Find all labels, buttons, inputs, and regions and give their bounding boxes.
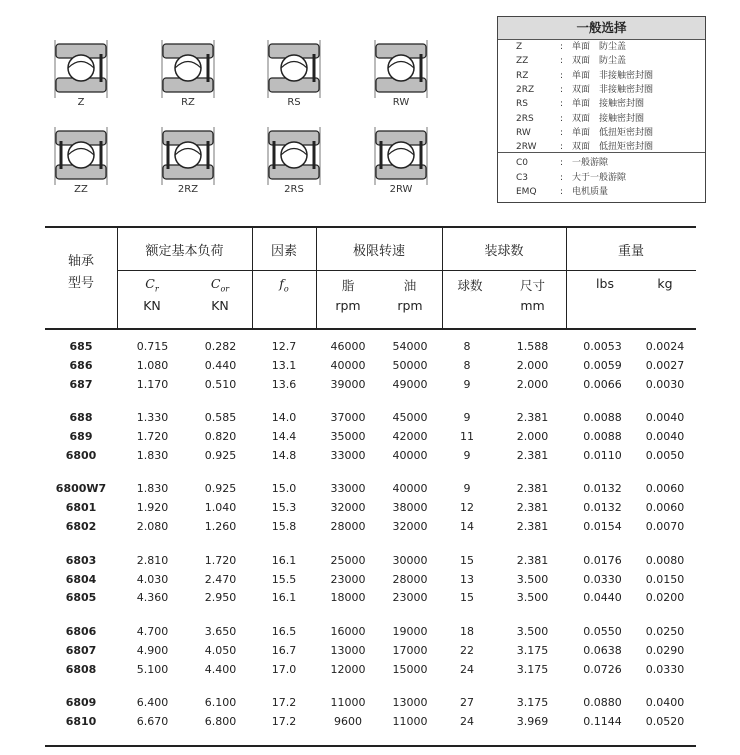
cell-cr: 2.810 [136,553,169,567]
sub-cor: $C_{or}$ [210,276,230,294]
cell-oil: 40000 [392,482,428,496]
cell-oil: 38000 [392,501,428,515]
legend-row [498,83,705,98]
cell-cor: 1.040 [204,501,237,515]
bearing-cross-section-icon [262,40,326,98]
cell-lbs: 0.0132 [583,501,622,515]
cell-cor: 0.820 [204,430,237,444]
cell-size: 3.500 [516,591,549,605]
bearing-cross-section-icon [369,40,433,98]
legend-row [498,40,705,55]
cell-fo: 17.2 [271,714,297,728]
sub-kg: kg [657,276,673,291]
cell-grease: 33000 [330,482,366,496]
cell-kg: 0.0330 [645,662,685,676]
cell-fo: 13.6 [271,377,297,391]
cell-fo: 16.5 [271,624,297,638]
cell-grease: 39000 [330,377,366,391]
cell-n: 12 [460,501,474,515]
cell-cr: 6.400 [136,696,169,709]
legend-colon: : [560,70,564,81]
cell-lbs: 0.0440 [583,591,622,605]
cell-fo: 15.5 [271,572,297,586]
cell-cor: 4.050 [204,643,237,657]
cell-n: 24 [460,714,474,728]
legend-desc: 单面 接触密封圈 [572,99,645,110]
header-factor: 因素 [270,244,297,259]
cell-cor: 4.400 [204,662,237,676]
cell-cr: 1.830 [136,449,169,462]
cell-cor: 1.260 [204,520,237,534]
cell-cor: 1.720 [204,553,237,567]
cell-size: 3.969 [516,714,549,728]
bearing-cross-section-icon [156,127,220,185]
cell-model: 6801 [65,501,97,515]
cell-cor: 0.925 [204,482,237,496]
cell-kg: 0.0060 [645,482,685,496]
cell-kg: 0.0290 [645,643,685,657]
cell-kg: 0.0040 [645,411,685,425]
cell-oil: 13000 [392,696,428,709]
cell-lbs: 0.0132 [583,482,622,496]
cell-model: 688 [69,411,93,425]
cell-model: 685 [69,340,93,353]
seal-diagram-2rs [262,127,326,199]
cell-grease: 32000 [330,501,366,515]
cell-kg: 0.0080 [645,553,685,567]
cell-n: 8 [463,358,471,372]
seal-diagram-label: RZ [181,97,195,108]
cell-cor: 2.470 [204,572,237,586]
cell-oil: 23000 [392,591,428,605]
seal-diagram-label: RS [287,97,301,108]
legend-row [498,126,705,141]
header-bottom-border [45,328,696,330]
cell-lbs: 0.0176 [583,553,622,567]
cell-size: 2.381 [516,520,549,534]
cell-oil: 32000 [392,520,428,534]
cell-fo: 15.8 [271,520,297,534]
cell-n: 13 [460,572,474,586]
bearing-table [45,226,696,746]
cell-size: 3.500 [516,572,549,586]
legend-row [498,185,705,200]
cell-fo: 15.3 [271,501,297,515]
cell-cor: 0.440 [204,358,237,372]
sub-grease: 脂 [341,278,355,293]
legend-code: C3 [516,172,529,183]
header-balls: 装球数 [484,244,524,259]
legend-code: RW [516,127,531,138]
cell-lbs: 0.0638 [583,643,622,657]
cell-grease: 35000 [330,430,366,444]
cell-grease: 40000 [330,358,366,372]
seal-diagram-label: 2RS [284,184,304,195]
cell-cr: 4.900 [136,643,169,657]
legend-colon: : [560,113,564,124]
cell-cr: 4.360 [136,591,169,605]
legend-colon: : [560,127,564,138]
cell-model: 6803 [65,553,97,567]
cell-cr: 1.080 [136,358,169,372]
cell-n: 18 [460,624,474,638]
cell-n: 9 [463,482,471,496]
table-top-border [45,226,696,228]
header-weight: 重量 [617,244,644,259]
legend-colon: : [560,84,564,95]
cell-model: 6805 [65,591,97,605]
cell-lbs: 0.0053 [583,340,622,353]
cell-kg: 0.0060 [645,501,685,515]
sub-ball-size: 尺寸 [519,278,545,293]
legend-code: 2RW [516,142,537,153]
cell-n: 11 [460,430,474,444]
legend-colon: : [560,158,564,169]
cell-grease: 28000 [330,520,366,534]
cell-n: 9 [463,411,471,425]
legend-colon: : [560,142,564,153]
legend-code: RZ [516,70,529,81]
cell-oil: 49000 [392,377,428,391]
cell-grease: 9600 [334,714,362,728]
seal-diagram-label: RW [392,97,410,108]
cell-n: 9 [463,377,471,391]
cell-cor: 0.585 [204,411,237,425]
sub-ball-size-unit: mm [520,298,545,313]
cell-cr: 1.170 [136,377,169,391]
cell-grease: 11000 [330,696,366,709]
legend-code: ZZ [516,56,529,67]
legend-code: RS [516,99,528,110]
legend-desc: 单面 防尘盖 [572,42,627,52]
cell-model: 6800W7 [55,482,107,496]
cell-kg: 0.0040 [645,430,685,444]
legend-row [498,171,705,186]
cell-kg: 0.0250 [645,624,685,638]
cell-n: 8 [463,340,471,353]
sub-lbs: lbs [596,276,614,291]
cell-kg: 0.0070 [645,520,685,534]
cell-n: 22 [460,643,474,657]
cell-grease: 25000 [330,553,366,567]
cell-n: 27 [460,696,474,709]
cell-grease: 12000 [330,662,366,676]
cell-size: 3.175 [516,643,549,657]
sub-grease-unit: rpm [335,298,361,313]
cell-size: 2.381 [516,482,549,496]
legend-row [498,97,705,112]
seal-diagram-rw [369,40,433,112]
cell-size: 3.175 [516,662,549,676]
cell-fo: 14.0 [271,411,297,425]
cell-cor: 0.282 [204,340,237,353]
legend-code: 2RS [516,113,534,124]
cell-oil: 40000 [392,449,428,462]
sub-cor-unit: KN [211,298,229,313]
table-bottom-border [45,745,696,747]
cell-oil: 19000 [392,624,428,638]
header-load: 额定基本负荷 [145,244,224,259]
cell-size: 2.000 [516,430,549,444]
cell-model: 6810 [65,714,97,728]
seal-diagram-label: Z [77,97,85,108]
header-model-line1: 轴承 [67,254,94,269]
seal-diagram-rs [262,40,326,112]
legend-code: Z [516,42,523,52]
seal-diagram-2rw [369,127,433,199]
bearing-cross-section-icon [49,127,113,185]
legend-desc: 电机质量 [572,187,609,197]
cell-lbs: 0.0088 [583,430,622,444]
cell-oil: 30000 [392,553,428,567]
legend-desc: 双面 防尘盖 [572,56,627,67]
cell-cr: 6.670 [136,714,169,728]
legend-colon: : [560,187,564,197]
legend-code: EMQ [516,187,537,197]
legend-desc: 双面 低扭矩密封圈 [572,142,654,153]
cell-size: 3.175 [516,696,549,709]
legend-desc: 单面 非接触密封圈 [572,70,654,81]
legend-row [498,54,705,69]
cell-n: 14 [460,520,474,534]
cell-lbs: 0.0880 [583,696,622,709]
cell-oil: 42000 [392,430,428,444]
cell-size: 2.381 [516,501,549,515]
cell-lbs: 0.0110 [583,449,622,462]
cell-model: 6807 [65,643,97,657]
cell-model: 6804 [65,572,97,586]
cell-grease: 13000 [330,643,366,657]
legend-colon: : [560,172,564,183]
legend-desc: 大于一般游隙 [572,172,627,183]
sub-ball-count: 球数 [457,278,483,293]
cell-model: 689 [69,430,93,444]
cell-lbs: 0.0066 [583,377,622,391]
cell-size: 2.000 [516,358,549,372]
cell-lbs: 0.0550 [583,624,622,638]
cell-fo: 17.0 [271,662,297,676]
cell-model: 6808 [65,662,97,676]
legend-colon: : [560,42,564,52]
cell-cor: 0.925 [204,449,237,462]
cell-n: 24 [460,662,474,676]
cell-kg: 0.0030 [645,377,685,391]
cell-lbs: 0.0088 [583,411,622,425]
cell-n: 15 [460,591,474,605]
cell-cr: 1.830 [136,482,169,496]
cell-kg: 0.0520 [645,714,685,728]
legend-row [498,156,705,171]
legend-desc: 一般游隙 [572,158,609,169]
cell-cor: 2.950 [204,591,237,605]
sub-cr: $C_r$ [145,276,159,294]
cell-oil: 50000 [392,358,428,372]
cell-n: 9 [463,449,471,462]
header-speed: 极限转速 [352,244,405,259]
cell-cr: 2.080 [136,520,169,534]
cell-cr: 4.700 [136,624,169,638]
cell-fo: 17.2 [271,696,297,709]
cell-kg: 0.0027 [645,358,685,372]
seal-diagram-2rz [156,127,220,199]
legend-desc: 双面 接触密封圈 [572,113,645,124]
bearing-cross-section-icon [49,40,113,98]
cell-oil: 28000 [392,572,428,586]
sub-fo: $f_o$ [279,276,289,294]
cell-size: 3.500 [516,624,549,638]
cell-grease: 33000 [330,449,366,462]
cell-cr: 1.330 [136,411,169,425]
legend-colon: : [560,56,564,67]
cell-lbs: 0.0726 [583,662,622,676]
bearing-cross-section-icon [156,40,220,98]
cell-fo: 14.8 [271,449,297,462]
cell-grease: 23000 [330,572,366,586]
cell-oil: 45000 [392,411,428,425]
sub-cr-unit: KN [143,298,161,313]
cell-size: 1.588 [516,340,549,353]
sub-oil: 油 [403,278,417,293]
cell-cr: 5.100 [136,662,169,676]
cell-size: 2.381 [516,449,549,462]
seal-diagram-label: 2RW [389,184,413,195]
cell-kg: 0.0024 [645,340,685,353]
cell-fo: 15.0 [271,482,297,496]
cell-grease: 16000 [330,624,366,638]
cell-cr: 4.030 [136,572,169,586]
cell-oil: 15000 [392,662,428,676]
cell-grease: 46000 [330,340,366,353]
cell-fo: 14.4 [271,430,297,444]
bearing-cross-section-icon [262,127,326,185]
cell-model: 6802 [65,520,97,534]
cell-oil: 17000 [392,643,428,657]
cell-cor: 6.800 [204,714,237,728]
cell-kg: 0.0200 [645,591,685,605]
cell-kg: 0.0400 [645,696,685,709]
cell-grease: 18000 [330,591,366,605]
cell-fo: 16.1 [271,591,297,605]
cell-cor: 3.650 [204,624,237,638]
cell-cr: 1.720 [136,430,169,444]
seal-diagram-rz [156,40,220,112]
cell-size: 2.000 [516,377,549,391]
cell-oil: 54000 [392,340,428,353]
cell-model: 687 [69,377,93,391]
cell-fo: 12.7 [271,340,297,353]
header-divider [117,270,696,271]
cell-kg: 0.0150 [645,572,685,586]
legend-desc: 双面 非接触密封圈 [572,84,654,95]
legend-title: 一般选择 [498,17,705,40]
legend-box [497,16,706,203]
cell-grease: 37000 [330,411,366,425]
cell-cor: 0.510 [204,377,237,391]
cell-n: 15 [460,553,474,567]
cell-lbs: 0.1144 [583,714,622,728]
cell-cr: 0.715 [136,340,169,353]
cell-fo: 16.7 [271,643,297,657]
seal-diagram-z [49,40,113,112]
seal-diagram-label: ZZ [74,184,88,195]
legend-code: 2RZ [516,84,535,95]
bearing-cross-section-icon [369,127,433,185]
legend-desc: 单面 低扭矩密封圈 [572,127,654,138]
cell-model: 6809 [65,696,97,709]
legend-colon: : [560,99,564,110]
cell-model: 6806 [65,624,97,638]
legend-divider [498,152,705,153]
cell-size: 2.381 [516,411,549,425]
cell-lbs: 0.0154 [583,520,622,534]
legend-row [498,69,705,84]
cell-lbs: 0.0059 [583,358,622,372]
cell-model: 686 [69,358,93,372]
cell-kg: 0.0050 [645,449,685,462]
cell-fo: 16.1 [271,553,297,567]
cell-size: 2.381 [516,553,549,567]
sub-oil-unit: rpm [397,298,423,313]
cell-cr: 1.920 [136,501,169,515]
seal-diagram-label: 2RZ [177,184,199,195]
header-model-line2: 型号 [67,276,94,291]
cell-model: 6800 [65,449,97,462]
seal-diagram-zz [49,127,113,199]
legend-code: C0 [516,158,529,169]
cell-fo: 13.1 [271,358,297,372]
cell-oil: 11000 [392,714,428,728]
cell-lbs: 0.0330 [583,572,622,586]
legend-row [498,112,705,127]
cell-cor: 6.100 [204,696,237,709]
